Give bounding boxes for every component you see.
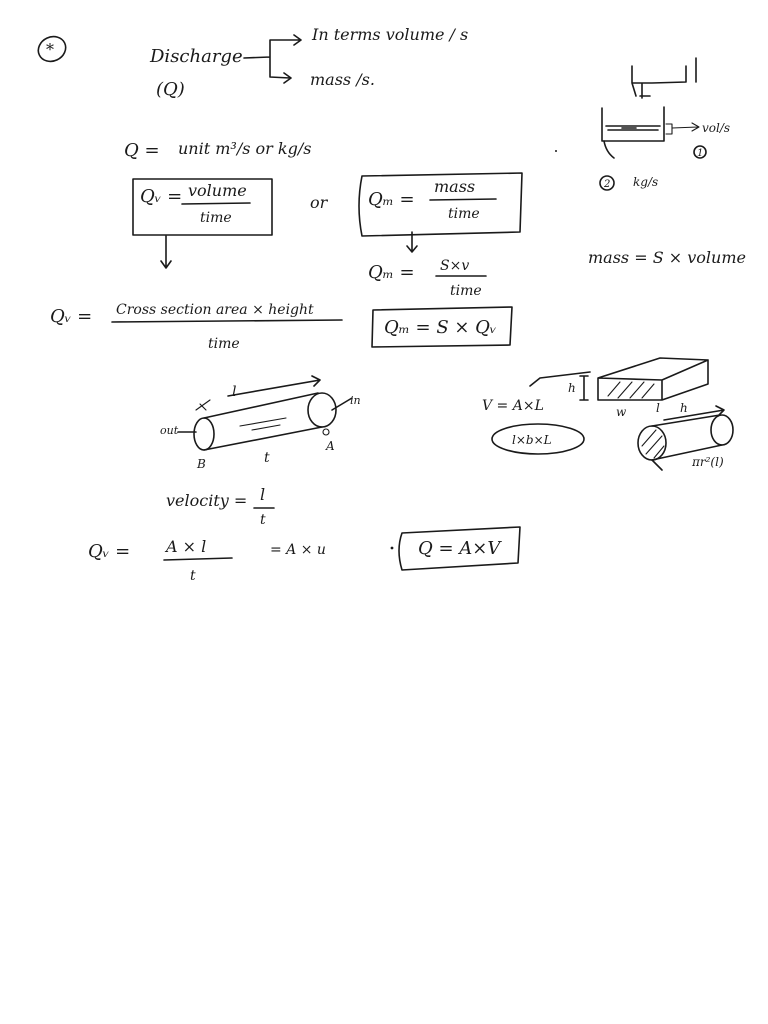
qv-definition-box [133,179,272,268]
svg-text:Qₘ =: Qₘ = [368,262,415,283]
qm-relation-box [372,307,512,347]
svg-text:h: h [680,401,688,415]
svg-text:time: time [450,283,482,299]
branch-volume: In terms volume / s [312,25,469,44]
svg-text:Q =: Q = [124,140,160,161]
svg-text:t: t [190,568,196,584]
svg-text:Qᵥ =: Qᵥ = [50,306,93,327]
qm-definition-box [359,173,522,252]
svg-text:time: time [208,336,240,352]
svg-text:out: out [160,424,179,437]
svg-text:A: A [326,439,335,453]
svg-text:S×v: S×v [440,258,470,274]
svg-text:l×b×L: l×b×L [512,433,552,447]
svg-text:l: l [260,485,266,504]
svg-text:l: l [656,401,660,415]
svg-text:Qᵥ =: Qᵥ = [140,186,183,207]
svg-text:unit m³/s or kg/s: unit m³/s or kg/s [178,139,312,158]
qv-area-formula [50,302,342,352]
svg-text:1: 1 [697,148,704,159]
discharge-definition [149,25,468,100]
svg-text:t: t [260,512,266,528]
svg-text:Qₘ =: Qₘ = [368,189,415,210]
svg-text:mass: mass [434,177,476,196]
svg-text:time: time [200,210,232,226]
svg-text:Q = A×V: Q = A×V [418,538,501,559]
svg-text:w: w [616,405,627,419]
svg-text:Qᵥ =: Qᵥ = [88,541,131,562]
svg-text:kg/s: kg/s [633,175,659,189]
mass-relation: mass = S × volume [588,248,746,267]
pipe-sketch [160,376,361,471]
discharge-symbol: (Q) [156,79,185,100]
or-word: or [310,193,328,212]
svg-text:l: l [232,384,237,400]
svg-text:in: in [350,394,361,407]
svg-text:t: t [264,450,270,466]
tank-sketch [600,58,730,190]
svg-text:2: 2 [604,179,611,190]
unit-line [124,139,311,161]
final-discharge-formula [88,527,520,584]
svg-text:V = A×L: V = A×L [482,398,544,414]
star-mark [34,32,70,66]
svg-text:vol/s: vol/s [702,121,731,135]
svg-text:time: time [448,206,480,222]
svg-text:h: h [568,381,576,395]
svg-text:volume: volume [188,181,247,200]
qm-density-formula [368,258,486,299]
discharge-word: Discharge [150,46,243,67]
prism-sketch [482,358,708,454]
svg-text:*: * [46,40,54,59]
cylinder-sketch [638,406,733,470]
branch-mass: mass /s. [310,70,375,89]
velocity-formula [166,485,274,528]
svg-text:A × l: A × l [166,537,207,556]
svg-text:πr²(l): πr²(l) [692,455,724,469]
svg-text:Cross section area × height: Cross section area × height [116,302,314,318]
svg-text:velocity =: velocity = [166,491,248,510]
svg-text:= A × u: = A × u [270,542,326,558]
svg-text:B: B [197,457,206,471]
svg-text:Qₘ = S × Qᵥ: Qₘ = S × Qᵥ [384,317,497,338]
